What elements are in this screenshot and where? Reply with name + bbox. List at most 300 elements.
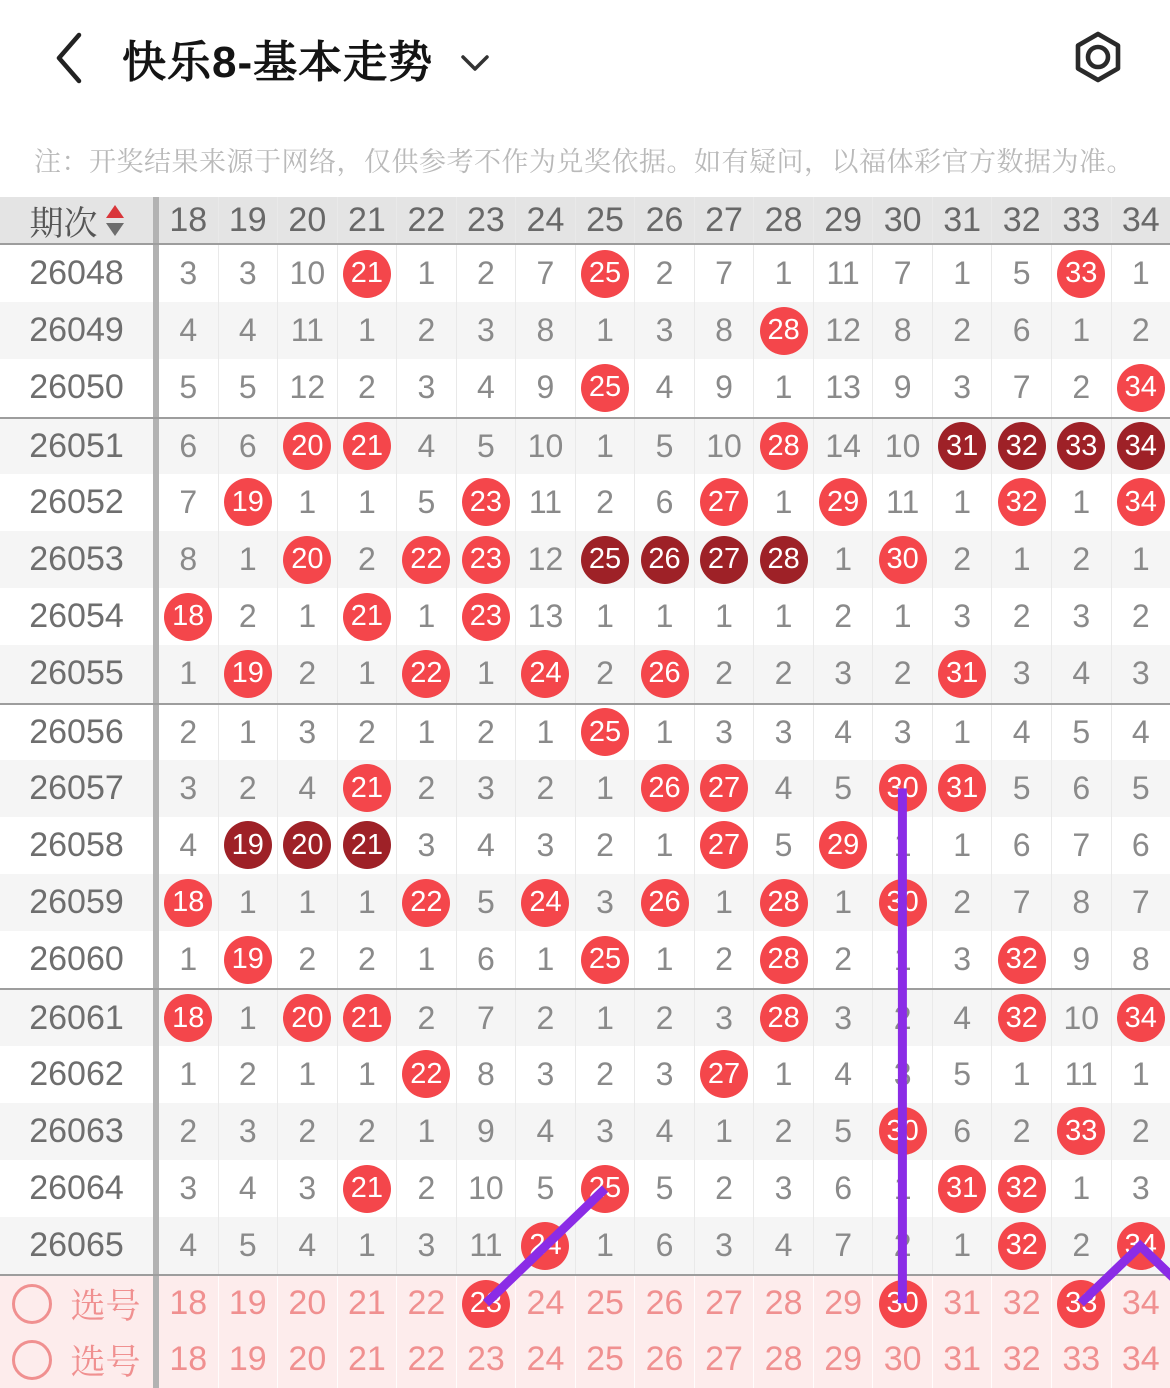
trend-cell-miss: 2 — [694, 1160, 754, 1217]
drawn-number: 34 — [1117, 478, 1165, 526]
trend-cell-miss: 1 — [932, 1217, 992, 1274]
trend-cell-miss: 4 — [218, 1160, 278, 1217]
drawn-number: 25 — [581, 1165, 629, 1213]
trend-cell-drawn — [753, 990, 813, 1045]
trend-cell-miss: 4 — [1051, 645, 1111, 702]
trend-cell-miss: 2 — [694, 931, 754, 988]
trend-cell-drawn — [575, 931, 635, 988]
trend-cell-drawn — [159, 990, 218, 1045]
select-number-22[interactable]: 22 — [396, 1331, 456, 1388]
trend-cell-miss: 1 — [277, 588, 337, 645]
column-header-33: 33 — [1051, 197, 1111, 243]
column-header-30: 30 — [872, 197, 932, 243]
drawn-number: 24 — [521, 879, 569, 927]
period-cell: 26058 — [0, 817, 153, 874]
trend-cell-miss: 1 — [396, 588, 456, 645]
trend-cell-miss: 3 — [218, 1103, 278, 1160]
trend-cell-miss: 3 — [515, 817, 575, 874]
trend-cell-miss: 1 — [277, 474, 337, 531]
select-number-19[interactable]: 19 — [218, 1331, 278, 1388]
trend-cell-miss: 1 — [337, 645, 397, 702]
table-row-26048 — [0, 245, 1170, 302]
trend-cell-miss: 9 — [1051, 931, 1111, 988]
trend-table — [0, 197, 1170, 1388]
trend-cell-miss: 1 — [872, 588, 932, 645]
select-number-20[interactable]: 20 — [277, 1331, 337, 1388]
drawn-number: 18 — [164, 879, 212, 927]
trend-cell-miss: 1 — [218, 531, 278, 588]
drawn-number: 22 — [402, 650, 450, 698]
select-number-33[interactable] — [1051, 1276, 1111, 1331]
table-row-26049 — [0, 302, 1170, 359]
select-number-22[interactable]: 22 — [396, 1276, 456, 1331]
trend-cell-miss: 6 — [813, 1160, 873, 1217]
select-number-29[interactable]: 29 — [813, 1331, 873, 1388]
trend-cell-miss: 4 — [159, 817, 218, 874]
trend-cell-miss: 2 — [515, 760, 575, 817]
trend-cell-miss: 6 — [218, 419, 278, 474]
trend-cell-miss: 1 — [337, 1046, 397, 1103]
trend-cell-miss: 2 — [872, 990, 932, 1045]
column-header-24: 24 — [515, 197, 575, 243]
drawn-number: 22 — [402, 536, 450, 584]
trend-cell-miss: 2 — [575, 645, 635, 702]
settings-hexagon-icon[interactable] — [1072, 30, 1124, 84]
table-row-26057 — [0, 760, 1170, 817]
select-number-18[interactable]: 18 — [159, 1276, 218, 1331]
trend-cell-miss: 3 — [1111, 1160, 1170, 1217]
selection-label: 选号 — [70, 1279, 140, 1329]
trend-cell-miss: 4 — [515, 1103, 575, 1160]
select-number-27[interactable]: 27 — [694, 1276, 754, 1331]
drawn-number: 30 — [879, 764, 927, 812]
drawn-number: 23 — [462, 478, 510, 526]
trend-cell-miss: 1 — [159, 931, 218, 988]
drawn-number: 21 — [343, 593, 391, 641]
trend-cell-miss: 5 — [159, 359, 218, 416]
trend-cell-drawn — [218, 474, 278, 531]
trend-cell-drawn — [1111, 359, 1170, 416]
top-bar — [0, 0, 1170, 116]
trend-cell-miss: 14 — [813, 419, 873, 474]
drawn-number: 25 — [581, 364, 629, 412]
trend-cell-miss: 2 — [456, 245, 516, 302]
trend-cell-drawn — [634, 531, 694, 588]
trend-cell-miss: 1 — [753, 474, 813, 531]
trend-cell-miss: 12 — [515, 531, 575, 588]
select-number-21[interactable]: 21 — [337, 1276, 397, 1331]
drawn-number: 30 — [879, 1107, 927, 1155]
drawn-number: 32 — [998, 1222, 1046, 1270]
select-number-34[interactable]: 34 — [1111, 1331, 1170, 1388]
column-header-27: 27 — [694, 197, 754, 243]
trend-cell-miss: 2 — [753, 645, 813, 702]
trend-cell-miss: 1 — [575, 588, 635, 645]
trend-cell-drawn — [396, 531, 456, 588]
trend-cell-drawn — [396, 645, 456, 702]
trend-cell-miss: 1 — [396, 705, 456, 760]
trend-cell-miss: 2 — [277, 931, 337, 988]
select-number-24[interactable]: 24 — [515, 1331, 575, 1388]
trend-cell-miss: 13 — [515, 588, 575, 645]
select-number-32[interactable]: 32 — [991, 1276, 1051, 1331]
selection-toggle-ring[interactable] — [12, 1340, 52, 1380]
table-row-26055 — [0, 645, 1170, 702]
trend-cell-miss: 1 — [1051, 474, 1111, 531]
trend-cell-miss: 3 — [396, 359, 456, 416]
trend-cell-miss: 1 — [634, 817, 694, 874]
trend-cell-miss: 1 — [337, 302, 397, 359]
sort-down-icon — [106, 223, 124, 236]
trend-cell-miss: 5 — [218, 1217, 278, 1274]
drawn-number: 27 — [700, 1050, 748, 1098]
title-dropdown-chevron-down-icon[interactable] — [459, 53, 491, 73]
trend-cell-miss: 3 — [634, 1046, 694, 1103]
trend-cell-miss: 7 — [159, 474, 218, 531]
trend-cell-miss: 3 — [456, 302, 516, 359]
back-button[interactable] — [52, 30, 86, 86]
trend-cell-miss: 3 — [872, 1046, 932, 1103]
column-header-32: 32 — [991, 197, 1051, 243]
trend-cell-miss: 11 — [872, 474, 932, 531]
trend-cell-miss: 2 — [396, 990, 456, 1045]
trend-cell-miss: 6 — [991, 817, 1051, 874]
trend-cell-drawn — [218, 931, 278, 988]
trend-cell-miss: 2 — [456, 705, 516, 760]
select-number-26[interactable]: 26 — [634, 1276, 694, 1331]
select-number-18[interactable]: 18 — [159, 1331, 218, 1388]
drawn-number: 23 — [462, 593, 510, 641]
drawn-number: 29 — [819, 821, 867, 869]
trend-cell-miss: 7 — [872, 245, 932, 302]
period-cell: 26057 — [0, 760, 153, 817]
trend-cell-miss: 1 — [932, 474, 992, 531]
trend-cell-miss: 1 — [694, 874, 754, 931]
repeat-number: 19 — [224, 821, 272, 869]
trend-cell-miss: 2 — [813, 931, 873, 988]
trend-cell-miss: 1 — [337, 1217, 397, 1274]
period-cell: 26052 — [0, 474, 153, 531]
drawn-number: 28 — [760, 307, 808, 355]
trend-cell-drawn — [218, 645, 278, 702]
select-number-23[interactable] — [456, 1276, 516, 1331]
trend-cell-miss: 1 — [218, 874, 278, 931]
trend-cell-miss: 5 — [813, 760, 873, 817]
trend-cell-drawn — [991, 931, 1051, 988]
repeat-number: 26 — [641, 536, 689, 584]
trend-cell-miss: 1 — [1111, 1046, 1170, 1103]
trend-cell-drawn — [456, 531, 516, 588]
repeat-number: 31 — [938, 422, 986, 470]
trend-cell-miss: 1 — [575, 760, 635, 817]
trend-cell-miss: 1 — [218, 990, 278, 1045]
drawn-number: 26 — [641, 764, 689, 812]
selected-number[interactable]: 23 — [462, 1280, 510, 1328]
repeat-number: 21 — [343, 821, 391, 869]
trend-cell-miss: 3 — [396, 1217, 456, 1274]
trend-cell-miss: 1 — [515, 931, 575, 988]
drawn-number: 34 — [1117, 1222, 1165, 1270]
column-header-26: 26 — [634, 197, 694, 243]
trend-cell-miss: 3 — [277, 1160, 337, 1217]
trend-cell-miss: 2 — [1111, 302, 1170, 359]
trend-cell-miss: 11 — [277, 302, 337, 359]
select-number-30[interactable]: 30 — [872, 1331, 932, 1388]
trend-cell-miss: 6 — [634, 1217, 694, 1274]
trend-cell-miss: 1 — [634, 588, 694, 645]
select-number-27[interactable]: 27 — [694, 1331, 754, 1388]
drawn-number: 31 — [938, 764, 986, 812]
trend-cell-drawn — [277, 817, 337, 874]
trend-cell-miss: 1 — [337, 874, 397, 931]
period-cell: 26059 — [0, 874, 153, 931]
table-row-26061 — [0, 988, 1170, 1045]
column-header-20: 20 — [277, 197, 337, 243]
trend-cell-miss: 2 — [396, 760, 456, 817]
trend-cell-miss: 5 — [991, 760, 1051, 817]
repeat-number: 33 — [1057, 422, 1105, 470]
drawn-number: 22 — [402, 1050, 450, 1098]
drawn-number: 24 — [521, 650, 569, 698]
sort-up-icon — [106, 205, 124, 218]
drawn-number: 27 — [700, 764, 748, 812]
select-number-25[interactable]: 25 — [575, 1276, 635, 1331]
trend-cell-miss: 2 — [634, 990, 694, 1045]
trend-cell-miss: 11 — [1051, 1046, 1111, 1103]
trend-cell-miss: 5 — [396, 474, 456, 531]
trend-cell-miss: 1 — [1051, 302, 1111, 359]
selected-number[interactable]: 30 — [879, 1280, 927, 1328]
trend-cell-drawn — [575, 531, 635, 588]
trend-cell-drawn — [337, 588, 397, 645]
trend-cell-miss: 1 — [396, 931, 456, 988]
select-number-23[interactable]: 23 — [456, 1331, 516, 1388]
selection-row-1 — [0, 1274, 1170, 1331]
trend-cell-miss: 5 — [991, 245, 1051, 302]
trend-cell-drawn — [694, 1046, 754, 1103]
table-row-26065 — [0, 1217, 1170, 1274]
trend-cell-drawn — [694, 760, 754, 817]
column-header-28: 28 — [753, 197, 813, 243]
trend-cell-miss: 10 — [1051, 990, 1111, 1045]
period-cell: 26050 — [0, 359, 153, 416]
drawn-number: 28 — [760, 422, 808, 470]
trend-cell-miss: 4 — [1111, 705, 1170, 760]
trend-cell-miss: 6 — [1051, 760, 1111, 817]
trend-cell-miss: 4 — [396, 419, 456, 474]
trend-cell-miss: 10 — [872, 419, 932, 474]
trend-cell-drawn — [337, 419, 397, 474]
select-number-28[interactable]: 28 — [753, 1331, 813, 1388]
select-number-20[interactable]: 20 — [277, 1276, 337, 1331]
trend-cell-miss: 1 — [277, 1046, 337, 1103]
trend-cell-miss: 1 — [694, 1103, 754, 1160]
trend-cell-miss: 4 — [813, 1046, 873, 1103]
trend-cell-drawn — [575, 359, 635, 416]
trend-cell-drawn — [456, 474, 516, 531]
trend-cell-miss: 1 — [753, 359, 813, 416]
select-number-34[interactable]: 34 — [1111, 1276, 1170, 1331]
drawn-number: 25 — [581, 936, 629, 984]
period-sort-button[interactable] — [106, 205, 124, 236]
trend-cell-drawn — [1111, 474, 1170, 531]
selected-number[interactable]: 33 — [1057, 1280, 1105, 1328]
table-row-26063 — [0, 1103, 1170, 1160]
trend-cell-miss: 1 — [1111, 531, 1170, 588]
notice-text: 注：开奖结果来源于网络，仅供参考不作为兑奖依据。如有疑问，以福体彩官方数据为准。 — [34, 140, 1144, 179]
trend-cell-miss: 3 — [813, 990, 873, 1045]
trend-cell-drawn — [932, 1160, 992, 1217]
column-header-25: 25 — [575, 197, 635, 243]
selection-toggle-ring[interactable] — [12, 1284, 52, 1324]
trend-cell-drawn — [1051, 1103, 1111, 1160]
trend-cell-miss: 1 — [932, 245, 992, 302]
period-cell: 26048 — [0, 245, 153, 302]
table-row-26062 — [0, 1046, 1170, 1103]
drawn-number: 20 — [283, 422, 331, 470]
select-number-31[interactable]: 31 — [932, 1276, 992, 1331]
table-row-26059 — [0, 874, 1170, 931]
trend-cell-drawn — [218, 817, 278, 874]
trend-cell-miss: 2 — [1111, 1103, 1170, 1160]
period-cell: 26056 — [0, 705, 153, 760]
trend-cell-miss: 2 — [218, 1046, 278, 1103]
repeat-number: 28 — [760, 536, 808, 584]
trend-cell-miss: 5 — [634, 419, 694, 474]
select-number-21[interactable]: 21 — [337, 1331, 397, 1388]
trend-cell-miss: 12 — [813, 302, 873, 359]
trend-cell-miss: 3 — [159, 245, 218, 302]
trend-cell-miss: 3 — [575, 1103, 635, 1160]
trend-cell-miss: 2 — [932, 531, 992, 588]
trend-cell-miss: 10 — [694, 419, 754, 474]
trend-cell-drawn — [753, 531, 813, 588]
trend-cell-drawn — [872, 1103, 932, 1160]
trend-cell-miss: 8 — [1051, 874, 1111, 931]
drawn-number: 21 — [343, 250, 391, 298]
trend-cell-drawn — [337, 760, 397, 817]
trend-cell-miss: 1 — [218, 705, 278, 760]
drawn-number: 21 — [343, 994, 391, 1042]
trend-cell-miss: 1 — [456, 645, 516, 702]
trend-cell-miss: 2 — [1111, 588, 1170, 645]
trend-cell-miss: 5 — [634, 1160, 694, 1217]
trend-cell-miss: 9 — [872, 359, 932, 416]
trend-cell-miss: 2 — [575, 474, 635, 531]
drawn-number: 21 — [343, 764, 391, 812]
trend-cell-drawn — [159, 588, 218, 645]
select-number-25[interactable]: 25 — [575, 1331, 635, 1388]
trend-cell-miss: 3 — [694, 705, 754, 760]
trend-cell-drawn — [753, 302, 813, 359]
select-number-29[interactable]: 29 — [813, 1276, 873, 1331]
select-number-30[interactable] — [872, 1276, 932, 1331]
trend-cell-miss: 1 — [872, 1160, 932, 1217]
period-cell: 26062 — [0, 1046, 153, 1103]
trend-cell-miss: 7 — [813, 1217, 873, 1274]
drawn-number: 34 — [1117, 364, 1165, 412]
trend-cell-drawn — [1111, 1217, 1170, 1274]
trend-cell-drawn — [337, 245, 397, 302]
trend-cell-miss: 1 — [753, 1046, 813, 1103]
trend-cell-miss: 8 — [515, 302, 575, 359]
trend-cell-miss: 8 — [159, 531, 218, 588]
drawn-number: 33 — [1057, 250, 1105, 298]
trend-cell-drawn — [634, 645, 694, 702]
selection-label: 选号 — [70, 1335, 140, 1385]
trend-cell-drawn — [575, 1160, 635, 1217]
trend-cell-drawn — [1111, 419, 1170, 474]
drawn-number: 25 — [581, 250, 629, 298]
table-row-26053 — [0, 531, 1170, 588]
trend-cell-miss: 4 — [753, 760, 813, 817]
trend-cell-miss: 6 — [932, 1103, 992, 1160]
trend-cell-drawn — [991, 990, 1051, 1045]
drawn-number: 26 — [641, 650, 689, 698]
column-header-19: 19 — [218, 197, 278, 243]
trend-cell-drawn — [337, 1160, 397, 1217]
trend-cell-miss: 2 — [337, 1103, 397, 1160]
trend-cell-drawn — [575, 705, 635, 760]
trend-cell-drawn — [872, 874, 932, 931]
trend-cell-miss: 1 — [277, 874, 337, 931]
repeat-number: 27 — [700, 536, 748, 584]
trend-cell-miss: 1 — [694, 588, 754, 645]
trend-cell-miss: 3 — [872, 705, 932, 760]
trend-cell-miss: 7 — [991, 874, 1051, 931]
select-number-24[interactable]: 24 — [515, 1276, 575, 1331]
selection-row-2 — [0, 1331, 1170, 1388]
period-cell: 26053 — [0, 531, 153, 588]
trend-cell-miss: 2 — [1051, 359, 1111, 416]
trend-cell-miss: 1 — [872, 931, 932, 988]
select-number-26[interactable]: 26 — [634, 1331, 694, 1388]
trend-cell-miss: 6 — [991, 302, 1051, 359]
trend-cell-miss: 7 — [456, 990, 516, 1045]
drawn-number: 20 — [283, 536, 331, 584]
trend-cell-miss: 2 — [277, 645, 337, 702]
trend-cell-miss: 4 — [456, 359, 516, 416]
drawn-number: 31 — [938, 1165, 986, 1213]
trend-cell-drawn — [991, 1217, 1051, 1274]
table-row-26060 — [0, 931, 1170, 988]
trend-cell-miss: 5 — [813, 1103, 873, 1160]
trend-cell-miss: 2 — [337, 705, 397, 760]
trend-cell-miss: 1 — [634, 931, 694, 988]
period-header-cell — [0, 197, 153, 243]
trend-cell-drawn — [932, 645, 992, 702]
trend-cell-miss: 2 — [337, 531, 397, 588]
select-number-19[interactable]: 19 — [218, 1276, 278, 1331]
select-number-31[interactable]: 31 — [932, 1331, 992, 1388]
select-number-32[interactable]: 32 — [991, 1331, 1051, 1388]
drawn-number: 20 — [283, 994, 331, 1042]
select-number-28[interactable]: 28 — [753, 1276, 813, 1331]
column-header-34: 34 — [1111, 197, 1170, 243]
trend-cell-miss: 2 — [396, 1160, 456, 1217]
trend-cell-drawn — [515, 1217, 575, 1274]
column-header-31: 31 — [932, 197, 992, 243]
trend-cell-miss: 5 — [515, 1160, 575, 1217]
trend-cell-miss: 3 — [575, 874, 635, 931]
column-header-29: 29 — [813, 197, 873, 243]
trend-cell-miss: 3 — [694, 1217, 754, 1274]
trend-cell-miss: 2 — [872, 645, 932, 702]
select-number-33[interactable]: 33 — [1051, 1331, 1111, 1388]
trend-cell-miss: 1 — [634, 705, 694, 760]
trend-cell-miss: 5 — [1111, 760, 1170, 817]
trend-cell-miss: 1 — [396, 245, 456, 302]
